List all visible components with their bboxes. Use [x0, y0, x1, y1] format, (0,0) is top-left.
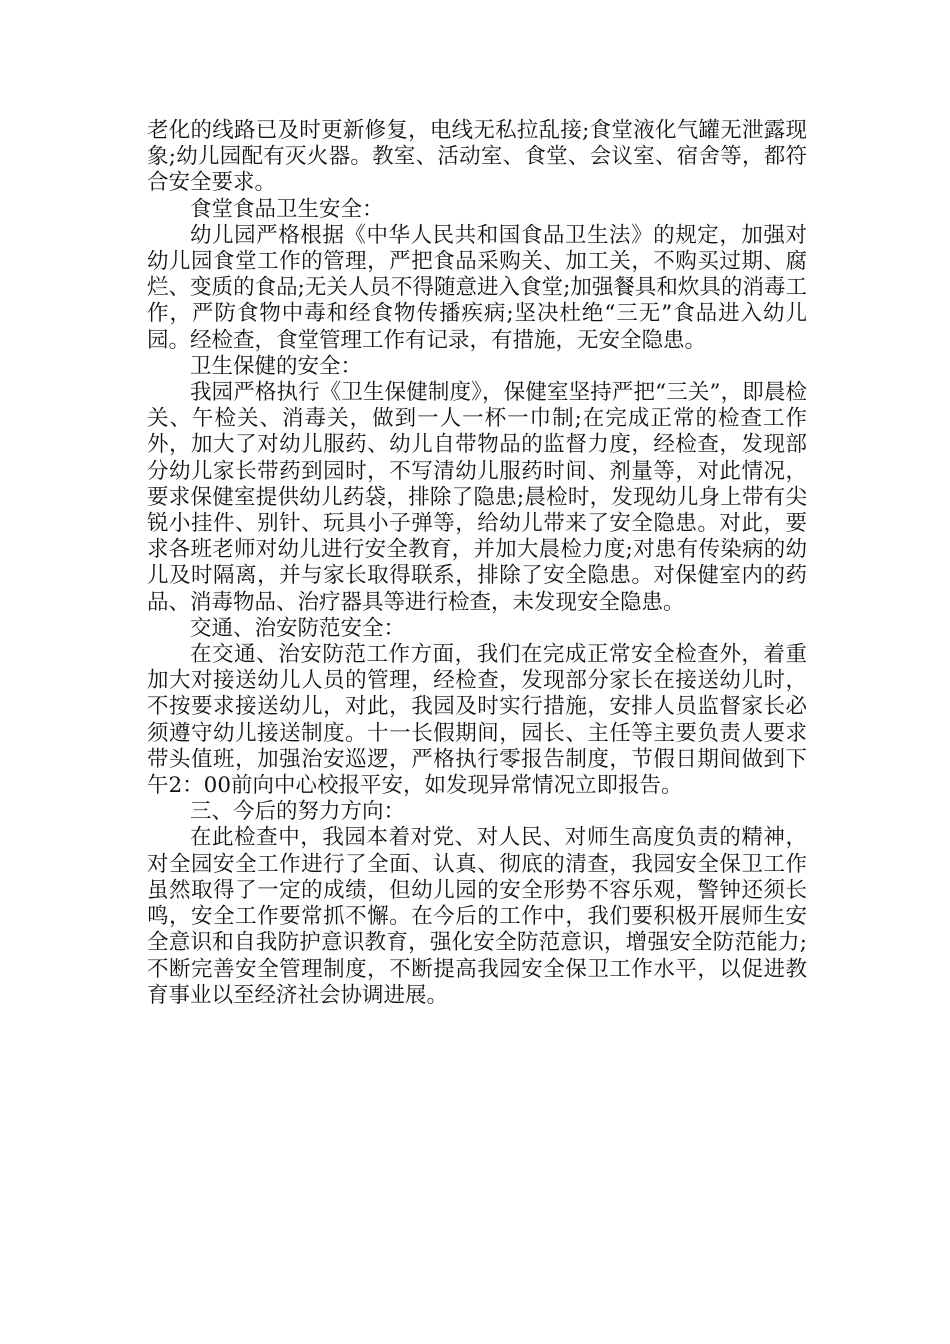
document-body — [147, 118, 807, 1009]
paragraph-canteen-food-safety: 幼儿园严格根据《中华人民共和国食品卫生法》的规定，加强对幼儿园食堂工作的管理，严把食品采购关、加工关，不购买过期、腐烂、变质的食品;无关人员不得随意进入食堂;加强餐具和炊具的消毒工作，严防食物中毒和经食物传播疾病;坚决杜绝“三无”食品进入幼儿园。经检查，食堂管理工作有记录，有措施，无安全隐患。 — [147, 222, 807, 353]
heading-canteen-food-safety: 食堂食品卫生安全： — [190, 196, 384, 222]
heading-traffic-security-safety: 交通、治安防范安全： — [190, 615, 406, 641]
heading-future-direction: 三、今后的努力方向： — [190, 799, 406, 825]
paragraph-future-direction: 在此检查中，我园本着对党、对人民、对师生高度负责的精神，对全园安全工作进行了全面、认真、彻底的清查，我园安全保卫工作虽然取得了一定的成绩，但幼儿园的安全形势不容乐观，警钟还须长鸣，安全工作要常抓不懈。在今后的工作中，我们要积极开展师生安全意识和自我防护意识教育，强化安全防范意识，增强安全防范能力;不断完善安全管理制度，不断提高我园安全保卫工作水平，以促进教育事业以至经济社会协调进展。 — [147, 825, 807, 1008]
paragraph-health-care-safety: 我园严格执行《卫生保健制度》，保健室坚持严把“三关”，即晨检关、午检关、消毒关，做到一人一杯一巾制;在完成正常的检查工作外，加大了对幼儿服药、幼儿自带物品的监督力度，经检查，发现部分幼儿家长带药到园时，不写清幼儿服药时间、剂量等，对此情况，要求保健室提供幼儿药袋，排除了隐患;晨检时，发现幼儿身上带有尖锐小挂件、别针、玩具小子弹等，给幼儿带来了安全隐患。对此，要求各班老师对幼儿进行安全教育，并加大晨检力度;对患有传染病的幼儿及时隔离，并与家长取得联系，排除了安全隐患。对保健室内的药品、消毒物品、治疗器具等进行检查，未发现安全隐患。 — [147, 380, 807, 615]
paragraph-traffic-security-safety: 在交通、治安防范工作方面，我们在完成正常安全检查外，着重加大对接送幼儿人员的管理，经检查，发现部分家长在接送幼儿时，不按要求接送幼儿，对此，我园及时实行措施，安排人员监督家长必须遵守幼儿接送制度。十一长假期间，园长、主任等主要负责人要求带头值班，加强治安巡逻，严格执行零报告制度，节假日期间做到下午2：00前向中心校报平安，如发现异常情况立即报告。 — [147, 642, 807, 799]
paragraph-facilities-safety: 老化的线路已及时更新修复，电线无私拉乱接;食堂液化气罐无泄露现象;幼儿园配有灭火器。教室、活动室、食堂、会议室、宿舍等，都符合安全要求。 — [147, 118, 807, 196]
heading-health-care-safety: 卫生保健的安全： — [190, 353, 363, 379]
